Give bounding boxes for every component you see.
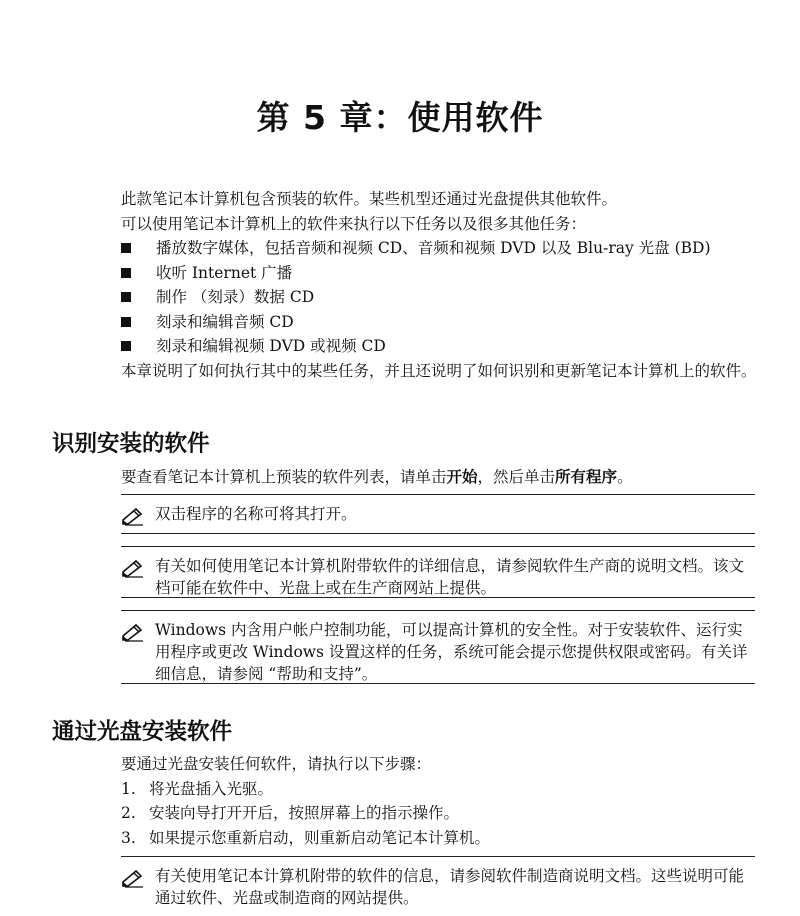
step-list <box>121 777 761 851</box>
list-item <box>121 310 761 335</box>
note-box <box>121 494 755 534</box>
all-programs-reference: 所有程序 <box>555 467 618 486</box>
list-item <box>121 285 761 310</box>
section2-paragraph: 要通过光盘安装任何软件，请执行以下步骤： <box>121 755 432 773</box>
task-list <box>121 236 761 359</box>
step-number: 2. <box>121 804 136 822</box>
list-item <box>121 334 761 359</box>
step-text: 安装向导打开开后，按照屏幕上的指示操作。 <box>149 804 460 822</box>
list-item-text: 制作 （刻录）数据 CD <box>156 288 315 306</box>
note-box <box>121 546 755 598</box>
section-heading-identify: 识别安装的软件 <box>52 431 210 457</box>
section1-text: ，然后单击 <box>477 468 556 486</box>
list-item-text: 刻录和编辑视频 DVD 或视频 CD <box>156 337 386 355</box>
list-item <box>121 777 761 802</box>
note-box <box>121 856 755 907</box>
pencil-note-icon <box>121 558 145 578</box>
bullet-square-icon <box>121 292 131 302</box>
intro-paragraph-2: 可以使用笔记本计算机上的软件来执行以下任务以及很多其他任务： <box>121 214 587 233</box>
note-text: 有关如何使用笔记本计算机附带软件的详细信息，请参阅软件生产商的说明文档。该文档可能在软件中、光盘上或在生产商网站上提供。 <box>155 557 745 597</box>
step-number: 1. <box>121 779 136 798</box>
pencil-note-icon <box>121 622 145 642</box>
section2-block <box>121 752 761 850</box>
bullet-square-icon <box>121 243 131 253</box>
note-box <box>121 610 755 684</box>
list-item <box>121 826 761 851</box>
list-item-text: 收听 Internet 广播 <box>156 263 293 282</box>
list-item-text: 播放数字媒体，包括音频和视频 CD、音频和视频 DVD 以及 Blu-ray 光盘 (BD) <box>156 239 711 257</box>
note-text: Windows 内含用户帐户控制功能，可以提高计算机的安全性。对于安装软件、运行实用程序或更改 Windows 设置这样的任务，系统可能会提示您提供权限或密码。有关详细信息，请参阅 “帮助和支持”。 <box>155 621 748 683</box>
bullet-square-icon <box>121 268 131 278</box>
list-item <box>121 261 761 286</box>
intro-block <box>121 187 761 383</box>
bullet-square-icon <box>121 317 131 327</box>
start-menu-reference: 开始 <box>446 467 478 486</box>
list-item-text: 刻录和编辑音频 CD <box>156 312 294 331</box>
list-item <box>121 236 761 261</box>
note-text: 双击程序的名称可将其打开。 <box>155 505 357 523</box>
section1-text: 要查看笔记本计算机上预装的软件列表，请单击 <box>121 468 447 486</box>
section1-paragraph <box>121 465 761 490</box>
note-text: 有关使用笔记本计算机附带的软件的信息，请参阅软件制造商说明文档。这些说明可能通过软件、光盘或制造商的网站提供。 <box>155 867 745 907</box>
intro-paragraph-1: 此款笔记本计算机包含预装的软件。某些机型还通过光盘提供其他软件。 <box>121 190 618 208</box>
step-text: 将光盘插入光驱。 <box>149 779 274 798</box>
chapter-title: 第 5 章：使用软件 <box>256 98 544 137</box>
step-text: 如果提示您重新启动，则重新启动笔记本计算机。 <box>149 828 491 847</box>
bullet-square-icon <box>121 341 131 351</box>
pencil-note-icon <box>121 868 145 888</box>
pencil-note-icon <box>121 506 145 526</box>
section-heading-install-from-disc: 通过光盘安装软件 <box>52 719 233 745</box>
list-item <box>121 801 761 826</box>
section1-text: 。 <box>617 468 633 486</box>
intro-paragraph-3: 本章说明了如何执行其中的某些任务，并且还说明了如何识别和更新笔记本计算机上的软件。 <box>121 361 757 380</box>
step-number: 3. <box>121 828 136 847</box>
